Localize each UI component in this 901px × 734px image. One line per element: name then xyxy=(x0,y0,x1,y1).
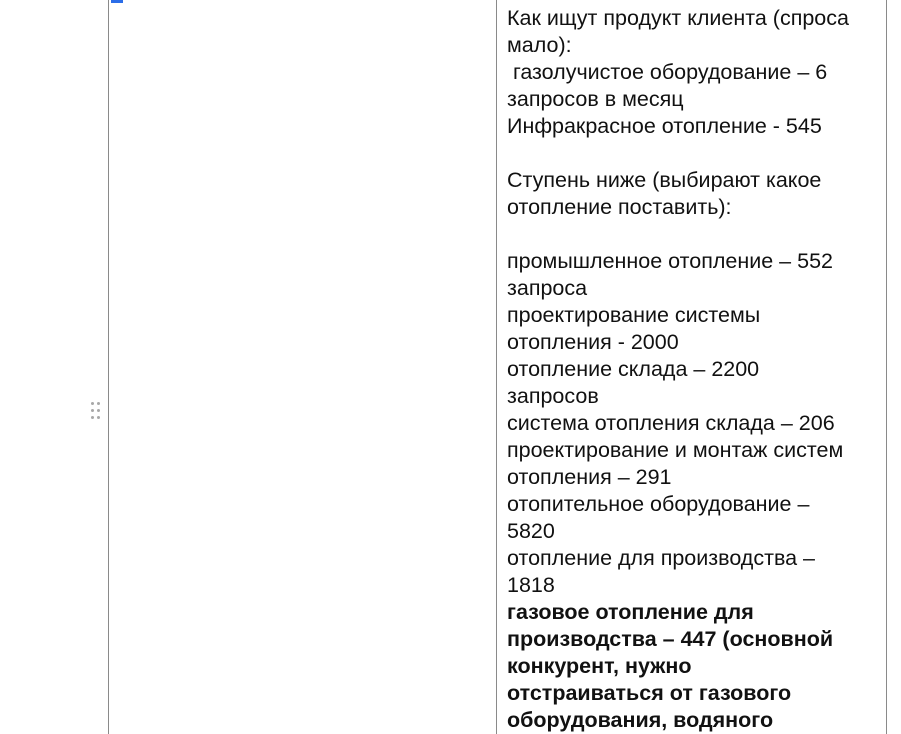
text-line: отстраиваться от газового xyxy=(507,681,792,705)
text-cursor-marker xyxy=(111,0,123,3)
text-line: Инфракрасное отопление - 545 xyxy=(507,114,822,138)
drag-handle-dot xyxy=(97,409,100,412)
text-line: запросов xyxy=(507,384,599,408)
text-line: оборудования, водяного xyxy=(507,708,774,732)
text-line: отопление для производства – xyxy=(507,546,816,570)
text-line: промышленное отопление – 552 xyxy=(507,249,833,273)
text-line: Как ищут продукт клиента (спроса xyxy=(507,6,849,30)
text-line: мало): xyxy=(507,33,572,57)
text-line: запроса xyxy=(507,276,588,300)
text-line: 5820 xyxy=(507,519,555,543)
drag-handle-dot xyxy=(97,402,100,405)
text-line: 1818 xyxy=(507,573,555,597)
table-border-middle[interactable] xyxy=(496,0,497,734)
drag-handle-dot xyxy=(91,409,94,412)
drag-handle-icon[interactable] xyxy=(90,401,102,421)
text-line: проектирование системы xyxy=(507,303,761,327)
text-line: запросов в месяц xyxy=(507,87,684,111)
drag-handle-dot xyxy=(91,402,94,405)
text-line: отопление склада – 2200 xyxy=(507,357,760,381)
text-line: производства – 447 (основной xyxy=(507,627,834,651)
blank-line xyxy=(507,140,879,167)
table-border-right[interactable] xyxy=(886,0,887,734)
drag-handle-dot xyxy=(97,416,100,419)
drag-handle-dot xyxy=(91,416,94,419)
blank-line xyxy=(507,221,879,248)
text-line: отопительное оборудование – xyxy=(507,492,810,516)
text-line: отопление поставить): xyxy=(507,195,732,219)
text-line: отопления – 291 xyxy=(507,465,672,489)
text-line: газолучистое оборудование – 6 xyxy=(507,60,828,84)
text-line: отопления - 2000 xyxy=(507,330,679,354)
text-line: конкурент, нужно xyxy=(507,654,692,678)
table-cell-text[interactable] xyxy=(507,5,879,734)
text-line: проектирование и монтаж систем xyxy=(507,438,844,462)
text-line: газовое отопление для xyxy=(507,600,754,624)
text-line: система отопления склада – 206 xyxy=(507,411,835,435)
table-border-left xyxy=(108,0,109,734)
text-line: Ступень ниже (выбирают какое xyxy=(507,168,822,192)
